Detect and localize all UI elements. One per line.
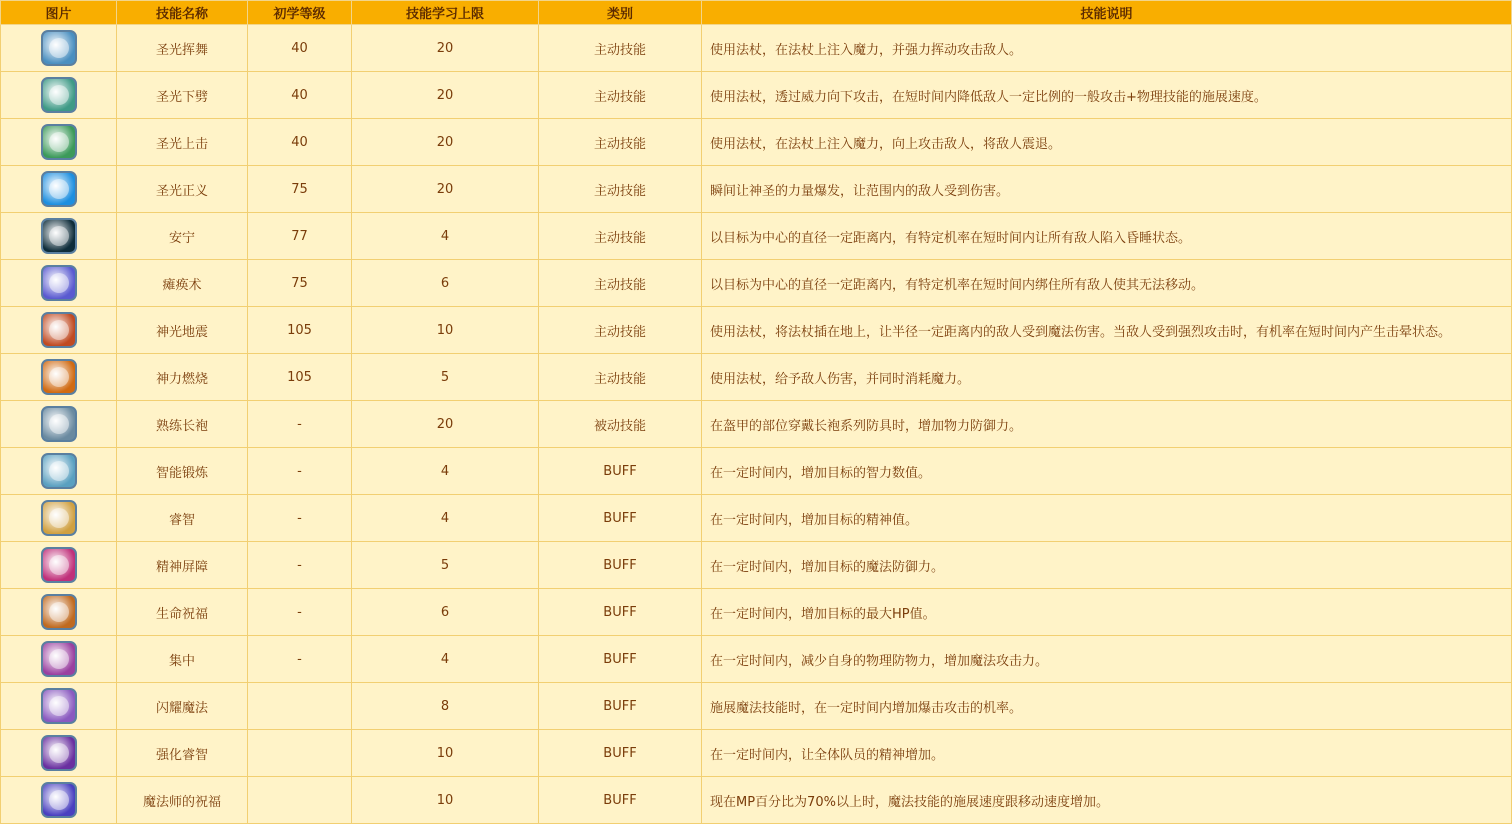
skill-max: 5 xyxy=(352,354,539,401)
initial-level xyxy=(248,730,352,777)
skill-max: 20 xyxy=(352,25,539,72)
icon-cell xyxy=(1,589,117,636)
description: 在一定时间内，减少自身的物理防物力，增加魔法攻击力。 xyxy=(702,636,1512,683)
mental-barrier-icon xyxy=(41,547,77,583)
description: 瞬间让神圣的力量爆发，让范围内的敌人受到伤害。 xyxy=(702,166,1512,213)
skill-name: 生命祝福 xyxy=(117,589,248,636)
description: 在一定时间内，增加目标的智力数值。 xyxy=(702,448,1512,495)
skill-name: 睿智 xyxy=(117,495,248,542)
icon-cell xyxy=(1,448,117,495)
table-row xyxy=(1,636,1512,683)
description: 使用法杖，给予敌人伤害，并同时消耗魔力。 xyxy=(702,354,1512,401)
mage-blessing-icon xyxy=(41,782,77,818)
wisdom-face-icon xyxy=(41,500,77,536)
icon-cell xyxy=(1,72,117,119)
skill-max: 10 xyxy=(352,777,539,824)
icon-cell xyxy=(1,25,117,72)
skill-max: 20 xyxy=(352,166,539,213)
description: 使用法杖，将法杖插在地上，让半径一定距离内的敌人受到魔法伤害。当敌人受到强烈攻击时，有机率在短时间内产生击晕状态。 xyxy=(702,307,1512,354)
skill-name: 安宁 xyxy=(117,213,248,260)
paralysis-ring-icon xyxy=(41,265,77,301)
skill-name: 神力燃烧 xyxy=(117,354,248,401)
icon-cell xyxy=(1,119,117,166)
skill-name: 集中 xyxy=(117,636,248,683)
header-category: 类别 xyxy=(539,1,702,25)
description: 在一定时间内，增加目标的最大HP值。 xyxy=(702,589,1512,636)
icon-cell xyxy=(1,542,117,589)
description: 以目标为中心的直径一定距离内，有特定机率在短时间内让所有敌人陷入昏睡状态。 xyxy=(702,213,1512,260)
description: 使用法杖，在法杖上注入魔力，向上攻击敌人，将敌人震退。 xyxy=(702,119,1512,166)
icon-cell xyxy=(1,260,117,307)
skill-name: 魔法师的祝福 xyxy=(117,777,248,824)
skill-name: 智能锻炼 xyxy=(117,448,248,495)
category: BUFF xyxy=(539,730,702,777)
enhanced-wisdom-icon xyxy=(41,735,77,771)
focus-icon xyxy=(41,641,77,677)
life-blessing-icon xyxy=(41,594,77,630)
description: 在一定时间内，增加目标的精神值。 xyxy=(702,495,1512,542)
header-description: 技能说明 xyxy=(702,1,1512,25)
skill-name: 熟练长袍 xyxy=(117,401,248,448)
skill-name: 圣光正义 xyxy=(117,166,248,213)
divine-burn-icon xyxy=(41,359,77,395)
table-row xyxy=(1,213,1512,260)
initial-level: - xyxy=(248,542,352,589)
category: BUFF xyxy=(539,542,702,589)
skill-max: 5 xyxy=(352,542,539,589)
robe-mastery-icon xyxy=(41,406,77,442)
category: BUFF xyxy=(539,589,702,636)
tranquility-moon-icon xyxy=(41,218,77,254)
header-skill-name: 技能名称 xyxy=(117,1,248,25)
skill-max: 20 xyxy=(352,401,539,448)
holy-chop-icon xyxy=(41,77,77,113)
skill-max: 10 xyxy=(352,307,539,354)
icon-cell xyxy=(1,354,117,401)
category: 被动技能 xyxy=(539,401,702,448)
description: 使用法杖，在法杖上注入魔力，并强力挥动攻击敌人。 xyxy=(702,25,1512,72)
icon-cell xyxy=(1,166,117,213)
category: 主动技能 xyxy=(539,166,702,213)
table-row xyxy=(1,401,1512,448)
initial-level: 75 xyxy=(248,260,352,307)
initial-level: 40 xyxy=(248,119,352,166)
category: 主动技能 xyxy=(539,354,702,401)
skill-max: 6 xyxy=(352,589,539,636)
holy-quake-icon xyxy=(41,312,77,348)
table-row xyxy=(1,166,1512,213)
table-row xyxy=(1,72,1512,119)
skill-max: 4 xyxy=(352,495,539,542)
skill-name: 神光地震 xyxy=(117,307,248,354)
initial-level: - xyxy=(248,636,352,683)
skill-max: 8 xyxy=(352,683,539,730)
icon-cell xyxy=(1,495,117,542)
icon-cell xyxy=(1,730,117,777)
flash-magic-icon xyxy=(41,688,77,724)
category: 主动技能 xyxy=(539,72,702,119)
table-body xyxy=(1,25,1512,824)
initial-level: - xyxy=(248,448,352,495)
description: 以目标为中心的直径一定距离内，有特定机率在短时间内绑住所有敌人使其无法移动。 xyxy=(702,260,1512,307)
initial-level: - xyxy=(248,495,352,542)
holy-upper-icon xyxy=(41,124,77,160)
description: 在一定时间内，让全体队员的精神增加。 xyxy=(702,730,1512,777)
table-row xyxy=(1,354,1512,401)
initial-level: 75 xyxy=(248,166,352,213)
initial-level: 77 xyxy=(248,213,352,260)
icon-cell xyxy=(1,683,117,730)
description: 现在MP百分比为70%以上时，魔法技能的施展速度跟移动速度增加。 xyxy=(702,777,1512,824)
category: BUFF xyxy=(539,683,702,730)
icon-cell xyxy=(1,213,117,260)
table-row xyxy=(1,25,1512,72)
table-row xyxy=(1,683,1512,730)
description: 施展魔法技能时，在一定时间内增加爆击攻击的机率。 xyxy=(702,683,1512,730)
skill-max: 20 xyxy=(352,72,539,119)
skill-max: 4 xyxy=(352,213,539,260)
intelligence-hand-icon xyxy=(41,453,77,489)
initial-level: 40 xyxy=(248,25,352,72)
skill-max: 20 xyxy=(352,119,539,166)
table-row xyxy=(1,730,1512,777)
table-row xyxy=(1,119,1512,166)
header-skill-max: 技能学习上限 xyxy=(352,1,539,25)
initial-level xyxy=(248,683,352,730)
header-image: 图片 xyxy=(1,1,117,25)
header-initial-level: 初学等级 xyxy=(248,1,352,25)
skill-max: 4 xyxy=(352,448,539,495)
skill-max: 4 xyxy=(352,636,539,683)
category: 主动技能 xyxy=(539,119,702,166)
category: 主动技能 xyxy=(539,307,702,354)
category: 主动技能 xyxy=(539,213,702,260)
initial-level: 105 xyxy=(248,354,352,401)
skill-name: 精神屏障 xyxy=(117,542,248,589)
category: BUFF xyxy=(539,495,702,542)
icon-cell xyxy=(1,401,117,448)
skill-max: 6 xyxy=(352,260,539,307)
table-row xyxy=(1,448,1512,495)
description: 在一定时间内，增加目标的魔法防御力。 xyxy=(702,542,1512,589)
initial-level: 105 xyxy=(248,307,352,354)
initial-level: 40 xyxy=(248,72,352,119)
skill-name: 闪耀魔法 xyxy=(117,683,248,730)
table-row xyxy=(1,589,1512,636)
table-row xyxy=(1,260,1512,307)
skill-name: 圣光上击 xyxy=(117,119,248,166)
category: BUFF xyxy=(539,777,702,824)
description: 在盔甲的部位穿戴长袍系列防具时，增加物力防御力。 xyxy=(702,401,1512,448)
skill-name: 强化睿智 xyxy=(117,730,248,777)
table-row xyxy=(1,495,1512,542)
header-row xyxy=(1,1,1512,25)
category: 主动技能 xyxy=(539,260,702,307)
holy-justice-icon xyxy=(41,171,77,207)
category: BUFF xyxy=(539,448,702,495)
skill-name: 圣光下劈 xyxy=(117,72,248,119)
category: 主动技能 xyxy=(539,25,702,72)
initial-level xyxy=(248,777,352,824)
category: BUFF xyxy=(539,636,702,683)
description: 使用法杖，透过威力向下攻击，在短时间内降低敌人一定比例的一般攻击+物理技能的施展速度。 xyxy=(702,72,1512,119)
icon-cell xyxy=(1,307,117,354)
skill-max: 10 xyxy=(352,730,539,777)
table-row xyxy=(1,307,1512,354)
initial-level: - xyxy=(248,401,352,448)
icon-cell xyxy=(1,777,117,824)
holy-staff-swing-icon xyxy=(41,30,77,66)
skill-name: 圣光挥舞 xyxy=(117,25,248,72)
table-row xyxy=(1,777,1512,824)
table-row xyxy=(1,542,1512,589)
skill-name: 瘫痪术 xyxy=(117,260,248,307)
initial-level: - xyxy=(248,589,352,636)
icon-cell xyxy=(1,636,117,683)
